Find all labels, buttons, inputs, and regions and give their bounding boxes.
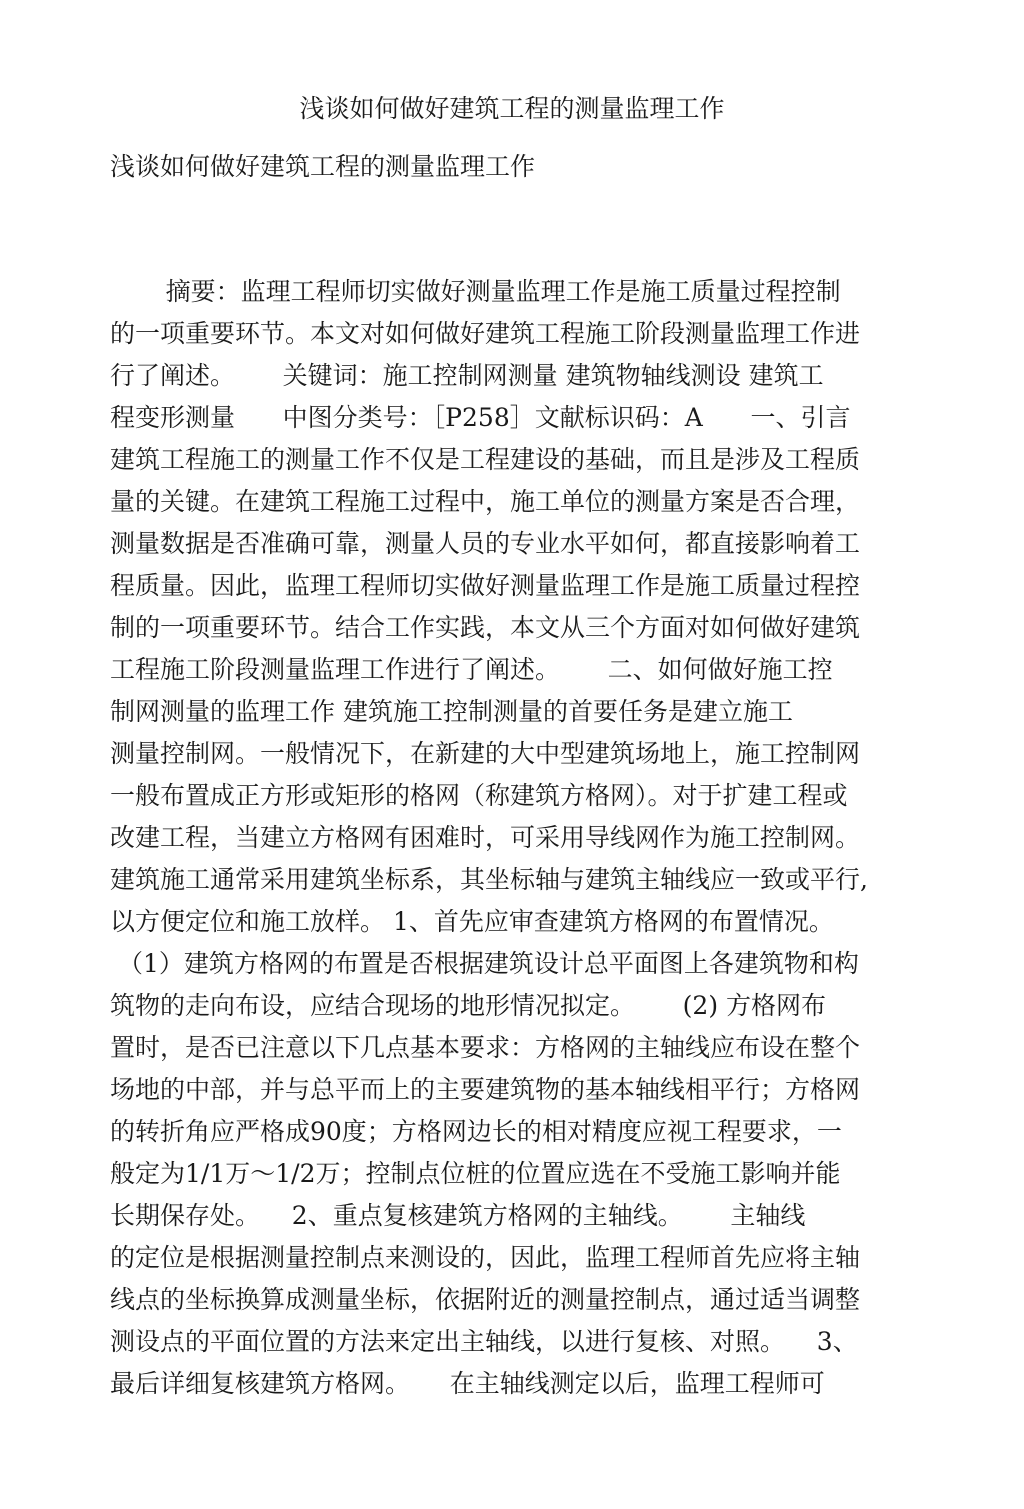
body-line: 测量控制网。一般情况下，在新建的大中型建筑场地上，施工控制网 (110, 739, 861, 768)
body-line: 的一项重要环节。本文对如何做好建筑工程施工阶段测量监理工作进 (110, 319, 861, 348)
body-line: 般定为1/1万～1/2万；控制点位桩的位置应选在不受施工影响并能 (110, 1159, 841, 1188)
body-line: 行了阐述。 关键词：施工控制网测量 建筑物轴线测设 建筑工 (110, 361, 824, 390)
body-line: 线点的坐标换算成测量坐标，依据附近的测量控制点，通过适当调整 (110, 1285, 861, 1314)
document-subtitle: 浅谈如何做好建筑工程的测量监理工作 (110, 152, 536, 181)
body-line: 的定位是根据测量控制点来测设的，因此，监理工程师首先应将主轴 (110, 1243, 861, 1272)
body-line: 最后详细复核建筑方格网。 在主轴线测定以后，监理工程师可 (110, 1369, 825, 1398)
body-line: 制网测量的监理工作 建筑施工控制测量的首要任务是建立施工 (110, 697, 793, 726)
body-line: 建筑工程施工的测量工作不仅是工程建设的基础，而且是涉及工程质 (110, 445, 861, 474)
body-line: 筑物的走向布设，应结合现场的地形情况拟定。 (2) 方格网布 (110, 991, 827, 1020)
body-line: 长期保存处。 2、重点复核建筑方格网的主轴线。 主轴线 (110, 1201, 806, 1230)
body-line: 测量数据是否准确可靠，测量人员的专业水平如何，都直接影响着工 (110, 529, 861, 558)
body-line: （1）建筑方格网的布置是否根据建筑设计总平面图上各建筑物和构 (110, 949, 859, 978)
body-line: 制的一项重要环节。结合工作实践，本文从三个方面对如何做好建筑 (110, 613, 861, 642)
body-line: 程变形测量 中图分类号：［P258］文献标识码：A 一、引言 (110, 403, 851, 432)
body-line: 测设点的平面位置的方法来定出主轴线，以进行复核、对照。 3、 (110, 1327, 858, 1356)
body-line: 量的关键。在建筑工程施工过程中，施工单位的测量方案是否合理， (110, 487, 861, 516)
body-line: 一般布置成正方形或矩形的格网（称建筑方格网）。对于扩建工程或 (110, 781, 848, 810)
body-line: 工程施工阶段测量监理工作进行了阐述。 二、如何做好施工控 (110, 655, 833, 684)
body-line: 改建工程，当建立方格网有困难时，可采用导线网作为施工控制网。 (110, 823, 861, 852)
document-title: 浅谈如何做好建筑工程的测量监理工作 (299, 94, 725, 123)
body-line: 场地的中部，并与总平而上的主要建筑物的基本轴线相平行；方格网 (110, 1075, 861, 1104)
body-line: 以方便定位和施工放样。 1、首先应审查建筑方格网的布置情况。 (110, 907, 834, 936)
body-line: 程质量。因此，监理工程师切实做好测量监理工作是施工质量过程控 (110, 571, 861, 600)
body-line: 的转折角应严格成90度；方格网边长的相对精度应视工程要求，一 (110, 1117, 842, 1146)
body-line: 摘要：监理工程师切实做好测量监理工作是施工质量过程控制 (110, 277, 841, 306)
body-line: 建筑施工通常采用建筑坐标系，其坐标轴与建筑主轴线应一致或平行, (110, 865, 868, 894)
body-line: 置时，是否已注意以下几点基本要求：方格网的主轴线应布设在整个 (110, 1033, 861, 1062)
